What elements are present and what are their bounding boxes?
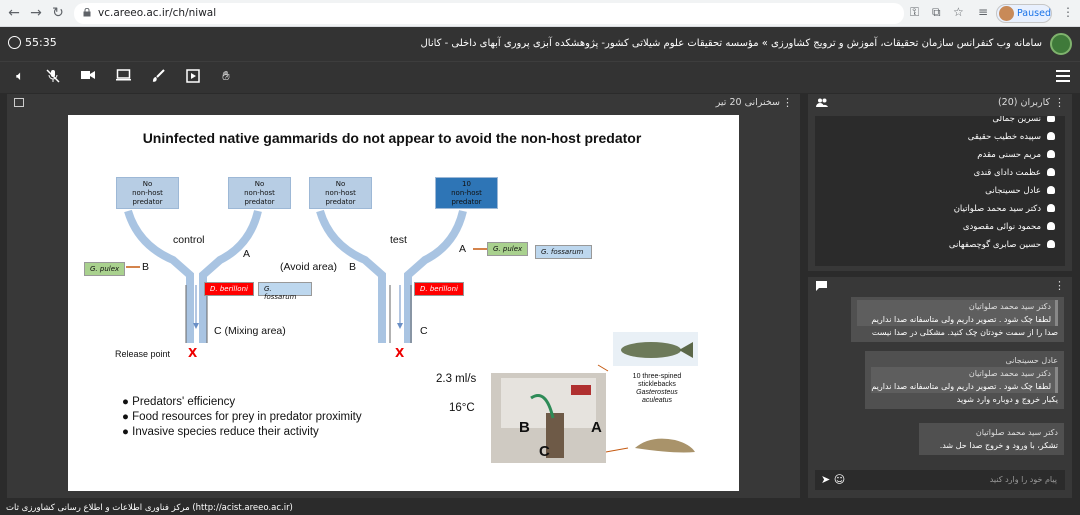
camera-icon[interactable] — [79, 69, 97, 85]
chat-icon — [816, 281, 827, 294]
profile-paused-button[interactable] — [996, 4, 1052, 23]
photo-label-b: B — [519, 419, 530, 436]
experiment-photo — [491, 373, 606, 463]
bullet-3: ● Invasive species reduce their activity — [122, 426, 319, 438]
chat-message — [851, 297, 1064, 342]
back-icon[interactable]: ← — [8, 5, 20, 21]
brush-icon[interactable] — [149, 69, 167, 85]
app-header — [0, 27, 1080, 62]
mic-muted-icon[interactable] — [44, 69, 62, 85]
users-menu-icon[interactable]: ⋮ — [1054, 96, 1065, 109]
user-icon — [1047, 168, 1055, 176]
organization-logo — [1050, 33, 1072, 55]
footer-credit: مرکز فناوری اطلاعات و اطلاع رسانی کشاورزی ثات (http://acist.areeo.ac.ir) — [0, 500, 1080, 515]
raise-hand-icon[interactable]: ✋︎ — [222, 69, 230, 84]
emoji-icon[interactable]: ☺ — [833, 473, 846, 486]
browser-toolbar — [0, 0, 1080, 27]
presentation-title: سخنرانی 20 تیر — [715, 97, 780, 108]
chat-message — [919, 423, 1064, 455]
hamburger-menu-icon[interactable] — [1056, 70, 1070, 82]
label-flow-rate: 2.3 ml/s — [436, 373, 477, 385]
speaker-icon[interactable]: 🔈︎ — [16, 69, 24, 84]
message-text: صدا را از سمت خودتان چک کنید. مشکلی در صدا نیست — [871, 328, 1058, 337]
tag-g-fossarum-left: G. fossarum — [258, 282, 312, 296]
gammarid-image — [630, 430, 700, 460]
timer-text: 55:35 — [25, 36, 57, 49]
tag-d-berilloni-right: D. berilloni — [414, 282, 464, 296]
quoted-author: دکتر سید محمد صلواتیان — [857, 300, 1058, 313]
user-list — [815, 116, 1065, 266]
key-icon[interactable]: ⚿ — [910, 5, 920, 19]
clock-icon — [8, 36, 21, 49]
bullet-2: ● Food resources for prey in predator proximity — [122, 411, 362, 423]
chat-input-placeholder: پیام خود را وارد کنید — [989, 475, 1057, 484]
photo-label-c: C — [539, 443, 550, 460]
label-a-left: A — [243, 248, 251, 260]
chat-panel — [808, 277, 1072, 498]
presentation-header — [7, 94, 800, 113]
paused-label: Paused — [1017, 8, 1051, 19]
arm-box-1: No non-host predator — [116, 177, 179, 209]
label-a-right: A — [459, 243, 467, 255]
user-icon — [1047, 186, 1055, 194]
label-control: control — [173, 234, 205, 246]
bullet-1: ● Predators' efficiency — [122, 396, 236, 408]
address-bar[interactable] — [74, 3, 904, 24]
label-release-point: Release point — [115, 349, 171, 359]
chat-menu-icon[interactable]: ⋮ — [1054, 279, 1065, 292]
label-temperature: 16°C — [449, 402, 475, 414]
message-text: تشکر، با ورود و خروج صدا حل شد. — [939, 441, 1058, 450]
presentation-menu-icon[interactable]: ⋮ — [782, 96, 793, 109]
list-item[interactable]: مریم حسنی مقدم — [977, 150, 1055, 160]
message-text: یکبار خروج و دوباره وارد شوید — [956, 395, 1058, 404]
users-title: کاربران (20) — [997, 97, 1050, 108]
list-item[interactable]: عظمت دادای قندی — [974, 168, 1055, 178]
label-b-right: B — [349, 261, 357, 273]
quoted-text: لطفا چک شود . تصویر داریم ولی متاسفانه صدا نداریم — [871, 380, 1058, 393]
menu-kebab-icon[interactable]: ⋮ — [1062, 5, 1074, 19]
list-item[interactable]: دکتر سید محمد صلواتیان — [954, 204, 1055, 214]
list-item[interactable]: حسین صابری گوچصفهانی — [949, 240, 1055, 250]
message-author: عادل حسینجانی — [1005, 356, 1058, 365]
message-author: دکتر سید محمد صلواتیان — [975, 428, 1058, 437]
forward-icon[interactable]: → — [30, 5, 42, 21]
arm-box-3: No non-host predator — [309, 177, 372, 209]
url-text: vc.areeo.ac.ir/ch/niwal — [98, 7, 217, 19]
reload-icon[interactable]: ↻ — [52, 5, 64, 21]
tag-d-berilloni-left: D. berilloni — [204, 282, 254, 296]
quoted-author: دکتر سید محمد صلواتیان — [871, 367, 1058, 380]
user-icon — [1047, 132, 1055, 140]
label-test: test — [390, 234, 407, 246]
release-mark-right: X — [395, 346, 405, 360]
media-play-icon[interactable] — [184, 69, 202, 85]
label-c-right: C — [420, 325, 428, 337]
tag-g-pulex-left: G. pulex — [84, 262, 125, 276]
label-avoid-area: (Avoid area) — [280, 261, 338, 273]
tag-g-pulex-right: G. pulex — [487, 242, 528, 256]
session-timer — [8, 36, 57, 49]
slide-title: Uninfected native gammarids do not appear to avoid the non-host predator — [142, 130, 642, 146]
photo-label-a: A — [591, 419, 602, 436]
users-header — [808, 94, 1072, 113]
list-item[interactable]: عادل حسینجانی — [985, 186, 1055, 196]
users-icon — [816, 98, 828, 110]
avatar — [999, 6, 1014, 21]
conference-toolbar — [0, 62, 1080, 93]
star-icon[interactable]: ☆ — [953, 5, 964, 19]
users-panel — [808, 94, 1072, 271]
user-icon — [1047, 222, 1055, 230]
send-icon[interactable]: ➤ — [821, 473, 831, 486]
quoted-text: لطفا چک شود . تصویر داریم ولی متاسفانه صدا نداریم — [857, 313, 1058, 326]
stickleback-image — [613, 332, 698, 366]
presentation-panel — [7, 94, 800, 498]
arm-box-4: 10 non-host predator — [435, 177, 498, 209]
chat-message — [865, 351, 1064, 409]
list-item[interactable]: سپیده خطیب حقیقی — [968, 132, 1055, 142]
label-b-left: B — [142, 261, 150, 273]
user-icon — [1047, 150, 1055, 158]
list-item[interactable]: محمود نوائی مقصودی — [963, 222, 1055, 232]
page-title: سامانه وب کنفرانس سازمان تحقیقات، آموزش و ترویج کشاورزی » مؤسسه تحقیقات علوم شیلاتی کشور- پژوهشکده آبزی پروری آبهای داخلی - کانال — [420, 38, 1042, 49]
chat-header — [808, 277, 1072, 296]
release-mark-left: X — [188, 346, 198, 360]
arm-box-2: No non-host predator — [228, 177, 291, 209]
slide — [68, 115, 739, 491]
exit-fullscreen-icon[interactable] — [14, 98, 24, 107]
user-icon — [1047, 240, 1055, 248]
translate-icon[interactable]: ⧉ — [932, 5, 941, 19]
label-mixing-area: C (Mixing area) — [214, 325, 286, 337]
reading-list-icon[interactable]: ≡ — [978, 5, 989, 19]
list-item[interactable]: نسرین جمالی — [992, 116, 1055, 124]
stickleback-caption: 10 three-spined sticklebacks Gasterosteus aculeatus — [632, 373, 682, 404]
chat-input[interactable] — [815, 470, 1065, 490]
user-icon — [1047, 116, 1055, 122]
screen-share-icon[interactable] — [114, 69, 132, 85]
lock-icon — [83, 8, 91, 17]
user-icon — [1047, 204, 1055, 212]
tag-g-fossarum-right: G. fossarum — [535, 245, 592, 259]
